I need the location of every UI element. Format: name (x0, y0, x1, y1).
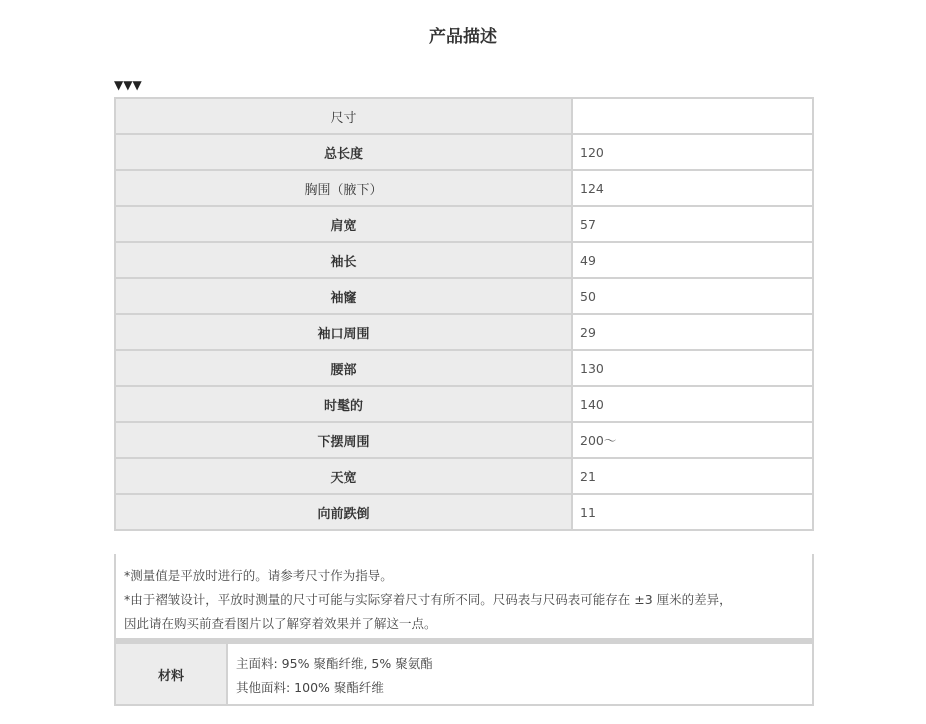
row-value: 21 (572, 458, 813, 494)
material-section (114, 644, 814, 706)
note-line: *由于褶皱设计，平放时测量的尺寸可能与实际穿着尺寸有所不同。尺码表与尺码表可能存在 ±3 厘米的差异， (124, 592, 732, 607)
material-line: 主面料: 95% 聚酯纤维, 5% 聚氨酯 (236, 656, 433, 671)
row-value: 29 (572, 314, 813, 350)
row-label: 总长度 (115, 134, 572, 170)
row-value: 130 (572, 350, 813, 386)
triangle-markers: ▼▼▼ (114, 78, 142, 92)
table-row (115, 350, 813, 386)
row-value: 140 (572, 386, 813, 422)
row-label: 肩宽 (115, 206, 572, 242)
material-line: 其他面料: 100% 聚酯纤维 (236, 680, 384, 695)
row-label: 胸围（腋下） (115, 170, 572, 206)
measurement-notes (114, 554, 814, 640)
table-row (115, 422, 813, 458)
row-value: 50 (572, 278, 813, 314)
size-table (114, 97, 814, 531)
table-row (115, 386, 813, 422)
row-label: 袖口周围 (115, 314, 572, 350)
table-row (115, 134, 813, 170)
table-row (115, 170, 813, 206)
material-values (228, 644, 433, 704)
row-label: 天宽 (115, 458, 572, 494)
material-label: 材料 (116, 644, 228, 704)
row-label: 下摆周围 (115, 422, 572, 458)
table-row (115, 494, 813, 530)
table-row (115, 314, 813, 350)
page-title: 产品描述 (429, 27, 497, 47)
note-line: *测量值是平放时进行的。请参考尺寸作为指导。 (124, 568, 393, 583)
table-row (115, 278, 813, 314)
table-row (115, 458, 813, 494)
size-header-value (572, 98, 813, 134)
table-row (115, 206, 813, 242)
row-value: 124 (572, 170, 813, 206)
row-value: 11 (572, 494, 813, 530)
row-label: 向前跌倒 (115, 494, 572, 530)
row-value: 120 (572, 134, 813, 170)
row-label: 袖窿 (115, 278, 572, 314)
table-row (115, 242, 813, 278)
row-label: 腰部 (115, 350, 572, 386)
row-label: 袖长 (115, 242, 572, 278)
row-value: 200～ (572, 422, 813, 458)
note-line: 因此请在购买前查看图片以了解穿着效果并了解这一点。 (124, 616, 437, 631)
row-value: 49 (572, 242, 813, 278)
size-header-label: 尺寸 (115, 98, 572, 134)
row-value: 57 (572, 206, 813, 242)
row-label: 时髦的 (115, 386, 572, 422)
table-header-row (115, 98, 813, 134)
